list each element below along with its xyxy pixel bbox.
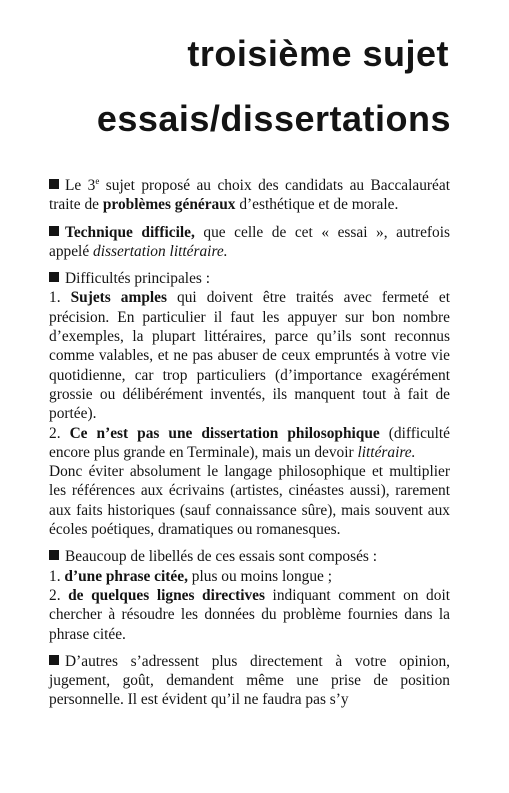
paragraph-technique [49, 223, 450, 262]
square-bullet-icon [49, 179, 59, 189]
document-body [49, 176, 450, 710]
text: sujet proposé au choix des candidats au Baccalauréat traite de [49, 177, 450, 214]
bold-text: Technique difficile, [65, 223, 195, 241]
list-number: 2. [49, 586, 69, 604]
square-bullet-icon [49, 550, 59, 560]
bold-text: Sujets amples [70, 289, 167, 307]
text: plus ou moins longue ; [187, 567, 333, 585]
paragraph-intro [49, 176, 450, 215]
text: d’esthétique et de morale. [235, 196, 399, 214]
italic-text: littéraire. [357, 443, 416, 461]
list-number: 1. [49, 289, 71, 307]
text: que celle de cet « essai », autrefois appelé [49, 223, 450, 260]
square-bullet-icon [49, 655, 59, 665]
paragraph-opinion [49, 652, 450, 710]
bold-text: d’une phrase citée, [64, 567, 188, 585]
list-item-2 [49, 424, 450, 463]
text: Le 3 [65, 177, 96, 194]
list-number: 2. [49, 424, 70, 442]
text: D’autres s’adressent plus directement à votre opinion, jugement, goût, demandent même une prise de position personnelle. Il est évident qu’il ne faudra pas s’y [49, 652, 450, 709]
page-subtitle: essais/dissertations [96, 98, 451, 139]
square-bullet-icon [49, 226, 59, 236]
bold-text: Ce n’est pas une dissertation philosophique [69, 424, 380, 442]
square-bullet-icon [49, 272, 59, 282]
list-item-2 [49, 586, 450, 644]
list-item-1 [49, 567, 450, 586]
italic-text: dissertation littéraire. [93, 242, 228, 260]
page-title: troisième sujet [187, 33, 449, 74]
text: Difficultés principales : [65, 270, 211, 288]
bold-text: problèmes généraux [102, 196, 236, 214]
bold-text: de quelques lignes directives [68, 586, 265, 604]
paragraph-difficulties-heading [49, 269, 450, 288]
text: qui doivent être traités avec fermeté et précision. En particulier il faut les appuyer sur bon nombre d’exemples, la plupart littéraires, parce qu’ils sont reconnus comme valables, et ne pas abuser de ceux empruntés à votre vie quotidienne, car trop particuliers (d’importance exagérément grossie ou délibérément inventés, ils manquent tout à fait de portée). [49, 289, 450, 423]
list-number: 1. [49, 567, 65, 585]
paragraph-libelles [49, 547, 450, 566]
superscript: e [95, 175, 100, 186]
list-item-1 [49, 288, 450, 423]
paragraph-advice: Donc éviter absolument le langage philosophique et multiplier les références aux écrivains (artistes, cinéastes aussi), rarement aux faits historiques (sauf connaissance sûre), mais souvent aux écoles poétiques, dramatiques ou romanesques. [49, 463, 450, 539]
text: indiquant comment on doit chercher à résoudre les données du problème fournies dans la phrase citée. [49, 586, 450, 643]
text: (difficulté encore plus grande en Terminale), mais un devoir [49, 424, 451, 461]
text: Beaucoup de libellés de ces essais sont composés : [65, 548, 378, 566]
